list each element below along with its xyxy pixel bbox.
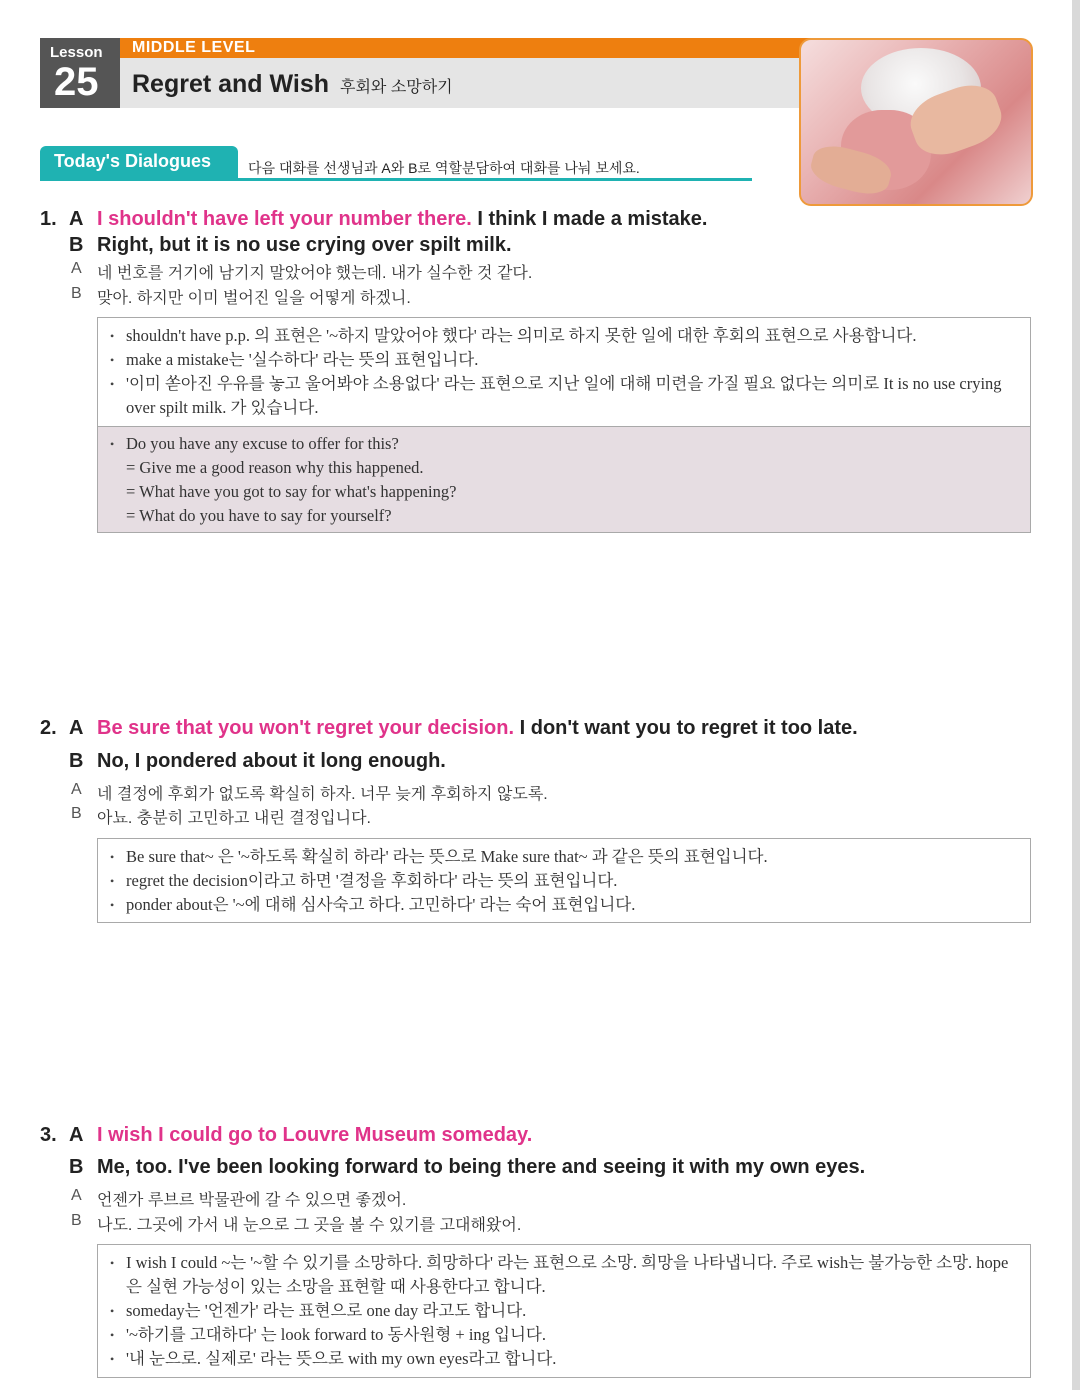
speaker-b-korean: B: [71, 1212, 82, 1229]
dialogue-number: 1.: [40, 208, 57, 230]
line-b-english: No, I pondered about it long enough.: [97, 750, 446, 772]
key-expression: I shouldn't have left your number there.: [97, 208, 472, 230]
note-item: • regret the decision이라고 하면 '결정을 후회하다' 라는 뜻의 표현입니다.: [98, 869, 1030, 893]
bullet-marker: •: [110, 353, 115, 367]
bullet-marker: •: [110, 850, 115, 864]
speaker-b-korean: B: [71, 805, 82, 822]
bullet-marker: •: [110, 1256, 115, 1270]
speaker-a: A: [69, 1124, 84, 1146]
note-box: [97, 838, 1031, 923]
speaker-b: B: [69, 750, 84, 772]
dialogue-number: 2.: [40, 717, 57, 739]
line-b-korean: 아뇨. 충분히 고민하고 내린 결정입니다.: [97, 810, 371, 827]
level-bar: [120, 38, 820, 58]
line-a-korean: 언젠가 루브르 박물관에 갈 수 있으면 좋겠어.: [97, 1192, 407, 1209]
bullet-marker: •: [110, 437, 115, 451]
header-photo: [799, 38, 1033, 206]
dialogues-instruction: 다음 대화를 선생님과 A와 B로 역할분담하여 대화를 나눠 보세요.: [248, 160, 640, 176]
key-expression: Be sure that you won't regret your decision.: [97, 717, 515, 739]
note-box: [97, 317, 1031, 427]
line-a-english: [97, 208, 707, 231]
note-item: • '~하기를 고대하다' 는 look forward to 동사원형 + ing 입니다.: [98, 1323, 1030, 1347]
lesson-badge: [40, 38, 120, 108]
line-a-english: [97, 1124, 532, 1147]
extra-line: = Give me a good reason why this happened.: [126, 458, 424, 477]
bullet-marker: •: [110, 1352, 115, 1366]
note-item: • '이미 쏟아진 우유를 놓고 울어봐야 소용없다' 라는 표현으로 지난 일에 대해 미련을 가질 필요 없다는 의미로 It is no use crying over spilt milk. 가 있습니다.: [110, 374, 1002, 417]
note-item: • shouldn't have p.p. 의 표현은 '~하지 말았어야 했다' 라는 의미로 하지 못한 일에 대한 후회의 표현으로 사용합니다.: [98, 324, 1030, 348]
bullet-marker: •: [110, 377, 115, 391]
extra-expressions-box: [97, 426, 1031, 533]
line-b-korean: 나도. 그곳에 가서 내 눈으로 그 곳을 볼 수 있기를 고대해왔어.: [97, 1217, 522, 1234]
line-a-korean: 네 번호를 거기에 남기지 말았어야 했는데. 내가 실수한 것 같다.: [97, 265, 533, 282]
line-a-english: [97, 717, 858, 740]
line-a-korean: 네 결정에 후회가 없도록 확실히 하자. 너무 늦게 후회하지 않도록.: [97, 786, 548, 803]
speaker-a-korean: A: [71, 1187, 82, 1204]
title-bar: [120, 58, 810, 108]
lesson-number: 25: [54, 60, 99, 104]
speaker-b: B: [69, 234, 84, 256]
note-item: • someday는 '언젠가' 라는 표현으로 one day 라고도 합니다.: [98, 1299, 1030, 1323]
note-item: • I wish I could ~는 '~할 수 있기를 소망하다. 희망하다' 라는 표현으로 소망. 희망을 나타냅니다. 주로 wish는 불가능한 소망. hope은 실현 가능성이 있는 소망을 표현할 때 사용한다고 합니다.: [110, 1253, 1009, 1296]
speaker-a: A: [69, 717, 84, 739]
dialogues-tab: [40, 146, 238, 180]
speaker-a: A: [69, 208, 84, 230]
speaker-a-korean: A: [71, 260, 82, 277]
line-b-korean: 맞아. 하지만 이미 벌어진 일을 어떻게 하겠니.: [97, 290, 411, 307]
speaker-b: B: [69, 1156, 84, 1178]
level-label: MIDDLE LEVEL: [132, 39, 256, 56]
note-item: • '내 눈으로. 실제로' 라는 뜻으로 with my own eyes라고 합니다.: [98, 1347, 1030, 1371]
line-a-rest: I think I made a mistake.: [471, 208, 708, 230]
note-box: [97, 1244, 1031, 1378]
note-item: • make a mistake는 '실수하다' 라는 뜻의 표현입니다.: [98, 348, 1030, 372]
lesson-label: Lesson: [50, 44, 103, 61]
note-item: • ponder about은 '~에 대해 심사숙고 하다. 고민하다' 라는 숙어 표현입니다.: [98, 893, 1030, 917]
line-b-english: Me, too. I've been looking forward to being there and seeing it with my own eyes.: [97, 1156, 866, 1178]
speaker-b-korean: B: [71, 285, 82, 302]
bullet-marker: •: [110, 1328, 115, 1342]
note-item: • Be sure that~ 은 '~하도록 확실히 하라' 라는 뜻으로 Make sure that~ 과 같은 뜻의 표현입니다.: [98, 845, 1030, 869]
bullet-marker: •: [110, 329, 115, 343]
key-expression: I wish I could go to Louvre Museum someday.: [97, 1124, 533, 1146]
dialogues-tab-label: Today's Dialogues: [54, 151, 211, 171]
bullet-marker: •: [110, 874, 115, 888]
bullet-marker: •: [110, 898, 115, 912]
page-title: Regret and Wish: [132, 70, 330, 98]
extra-title: • Do you have any excuse to offer for this?: [98, 432, 1030, 456]
line-b-english: Right, but it is no use crying over spilt milk.: [97, 234, 512, 256]
page-edge: [1072, 0, 1080, 1390]
extra-line: = What do you have to say for yourself?: [126, 506, 392, 525]
line-a-rest: I don't want you to regret it too late.: [514, 717, 858, 739]
dialogue-number: 3.: [40, 1124, 57, 1146]
bullet-marker: •: [110, 1304, 115, 1318]
dialogues-underline: [40, 178, 752, 181]
extra-line: = What have you got to say for what's happening?: [126, 482, 457, 501]
speaker-a-korean: A: [71, 781, 82, 798]
page-title-korean: 후회와 소망하기: [340, 79, 453, 96]
